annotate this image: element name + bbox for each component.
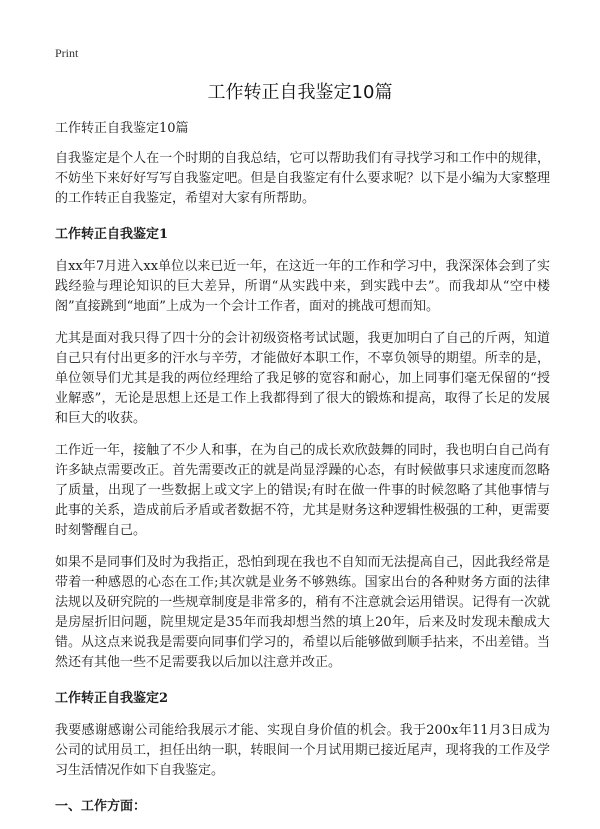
section-1-paragraph-3: 工作近一年，接触了不少人和事，在为自己的成长欢欣鼓舞的同时，我也明白自己尚有许多缺点需要改正。首先需要改正的就是尚显浮躁的心态，有时候做事只求速度而忽略了质量，出现了一些数据上或文字上的错误;有时在做一件事的时候忽略了其他事情与此事的关系，造成前后矛盾或者数据不符，尤其是财务这种逻辑性极强的工种，更需要时刻警醒自己。 bbox=[55, 443, 550, 538]
subsection-heading-work: 一、工作方面： bbox=[55, 799, 147, 814]
section-heading-1: 工作转正自我鉴定1 bbox=[55, 227, 169, 242]
section-1-paragraph-2: 尤其是面对我只得了四十分的会计初级资格考试试题，我更加明白了自己的斤两，知道自己只有付出更多的汗水与辛劳，才能做好本职工作，不辜负领导的期望。所幸的是，单位领导们尤其是我的两位经理给了我足够的宽容和耐心，加上同事们毫无保留的“授业解惑”，无论是思想上还是工作上我都得到了很大的锻炼和提高，取得了长足的发展和巨大的收获。 bbox=[55, 331, 550, 426]
intro-paragraph: 自我鉴定是个人在一个时期的自我总结，它可以帮助我们有寻找学习和工作中的规律，不妨坐下来好好写写自我鉴定吧。但是自我鉴定有什么要求呢？以下是小编为大家整理的工作转正自我鉴定，希望对大家有所帮助。 bbox=[55, 151, 550, 206]
document-title: 工作转正自我鉴定10篇 bbox=[207, 82, 393, 103]
section-2-paragraph-1: 我要感谢感谢公司能给我展示才能、实现自身价值的机会。我于200x年11月3日成为公司的试用员工，担任出纳一职，转眼间一个月试用期已接近尾声，现将我的工作及学习生活情况作如下自我鉴定。 bbox=[55, 723, 550, 778]
section-1-paragraph-1: 自xx年7月进入xx单位以来已近一年，在这近一年的工作和学习中，我深深体会到了实践经验与理论知识的巨大差异，所谓“从实践中来，到实践中去”。而我却从“空中楼阁”直接跳到“地面”上成为一个会计工作者，面对的挑战可想而知。 bbox=[55, 259, 550, 314]
print-label: Print bbox=[55, 46, 79, 60]
section-heading-2: 工作转正自我鉴定2 bbox=[55, 691, 169, 706]
document-subtitle: 工作转正自我鉴定10篇 bbox=[55, 121, 189, 136]
document-body bbox=[55, 120, 550, 829]
section-1-paragraph-4: 如果不是同事们及时为我指正，恐怕到现在我也不自知而无法提高自己，因此我经常是带着一种感恩的心态在工作;其次就是业务不够熟练。国家出台的各种财务方面的法律法规以及研究院的一些规章制度是非常多的，稍有不注意就会运用错误。记得有一次就是房屋折旧问题，院里规定是35年而我却想当然的填上20年，后来及时发现未酿成大错。从这点来说我是需要向同事们学习的，希望以后能够做到顺手拈来，不出差错。当然还有其他一些不足需要我以后加以注意并改正。 bbox=[55, 555, 550, 670]
